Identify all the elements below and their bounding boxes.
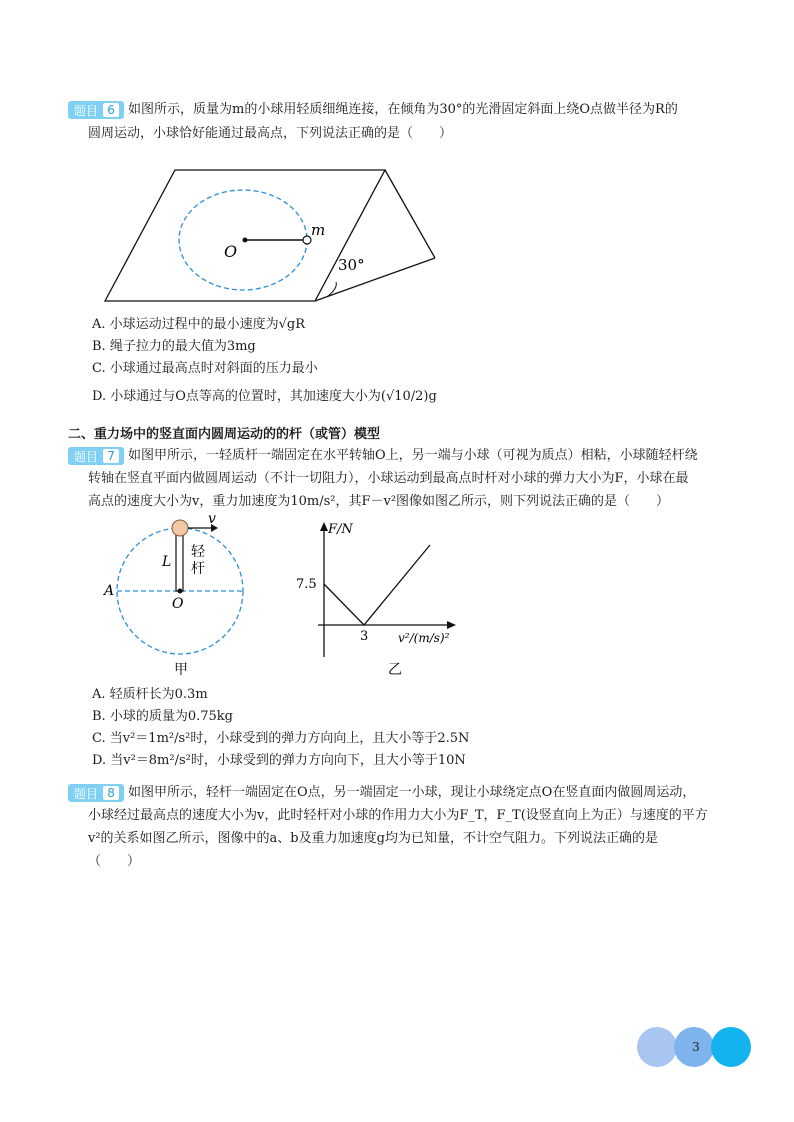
question-badge-7 [68, 447, 124, 465]
q6-text-line-2: 圆周运动，小球恰好能通过最高点，下列说法正确的是（ ） [88, 126, 453, 141]
badge-number: 8 [103, 786, 119, 800]
q6-option-a: A. 小球运动过程中的最小速度为√gR [92, 317, 306, 332]
graph-line [324, 545, 430, 625]
incline-base [315, 258, 435, 301]
label-O: O [172, 596, 184, 612]
question-badge-8 [68, 784, 124, 802]
label-rod-char-2: 杆 [191, 561, 205, 577]
q7-option-d: D. 当v²＝8m²/s²时，小球受到的弹力方向向下，且大小等于10N [92, 753, 466, 768]
label-3: 3 [360, 629, 369, 644]
badge-number: 6 [103, 103, 119, 117]
label-F: F/N [328, 522, 353, 537]
q7-option-b: B. 小球的质量为0.75kg [92, 709, 233, 724]
q6-text-line-1: 如图所示，质量为m的小球用轻质细绳连接，在倾角为30°的光滑固定斜面上绕O点做半径为R的 [128, 102, 678, 117]
q6-option-d: D. 小球通过与O点等高的位置时，其加速度大小为(√10/2)g [92, 389, 437, 404]
label-A: A [104, 583, 115, 599]
center-point [243, 238, 248, 243]
label-rod [191, 544, 209, 577]
label-L: L [162, 554, 172, 570]
q8-text-line-2: 小球经过最高点的速度大小为v，此时轻杆对小球的作用力大小为F_T，F_T(设竖直向上为正）与速度的平方 [88, 808, 708, 823]
label-x-axis: v²/(m/s)² [398, 631, 450, 645]
light-rod [176, 534, 183, 591]
ball [172, 520, 188, 536]
label-7-5: 7.5 [296, 577, 317, 592]
q6-incline-figure [100, 158, 440, 308]
q8-text-line-3: v²的关系如图乙所示，图像中的a、b及重力加速度g均为已知量，不计空气阻力。下列说法正确的是 [88, 831, 658, 846]
q7-text-line-1: 如图甲所示，一轻质杆一端固定在水平转轴O上，另一端与小球（可视为质点）相粘，小球随轻杆绕 [128, 448, 698, 463]
q7-figure-yi [290, 514, 470, 677]
page-dot-3 [711, 1027, 751, 1067]
section-title: 二、重力场中的竖直面内圆周运动的的杆（或管）模型 [68, 427, 381, 442]
incline-plane [105, 170, 385, 301]
caption-yi: 乙 [388, 662, 402, 677]
badge-number: 7 [103, 449, 119, 463]
q7-option-a: A. 轻质杆长为0.3m [92, 687, 208, 702]
label-m: m [311, 221, 326, 239]
page-dot-1 [637, 1027, 677, 1067]
label-O: O [224, 242, 238, 261]
badge-label: 题目 [74, 103, 99, 118]
page-number: 3 [692, 1040, 700, 1054]
q6-option-c: C. 小球通过最高点时对斜面的压力最小 [92, 361, 318, 376]
x-axis-arrow [447, 621, 456, 629]
q7-figure-jia [100, 512, 260, 677]
badge-label: 题目 [74, 786, 99, 801]
label-v: v [208, 512, 216, 527]
q8-text-line-1: 如图甲所示，轻杆一端固定在O点，另一端固定一小球，现让小球绕定点O在竖直面内做圆周运动， [128, 785, 696, 800]
q8-text-line-4: （ ） [88, 854, 141, 869]
question-badge-6 [68, 101, 124, 119]
y-axis-arrow [320, 522, 328, 531]
label-rod-char-1: 轻 [191, 544, 205, 560]
label-angle: 30° [338, 256, 365, 274]
incline-side [385, 170, 435, 258]
axis-O [178, 589, 183, 594]
q7-text-line-2: 转轴在竖直平面内做圆周运动（不计一切阻力），小球运动到最高点时杆对小球的弹力大小为F，小球在最 [88, 471, 689, 486]
q7-option-c: C. 当v²＝1m²/s²时，小球受到的弹力方向向上，且大小等于2.5N [92, 731, 470, 746]
ball-m [303, 236, 311, 244]
caption-jia: 甲 [174, 662, 188, 677]
q7-text-line-3: 高点的速度大小为v，重力加速度为10m/s²，其F－v²图像如图乙所示，则下列说法正确的是（ ） [88, 494, 670, 509]
badge-label: 题目 [74, 449, 99, 464]
q6-option-b: B. 绳子拉力的最大值为3mg [92, 339, 256, 354]
